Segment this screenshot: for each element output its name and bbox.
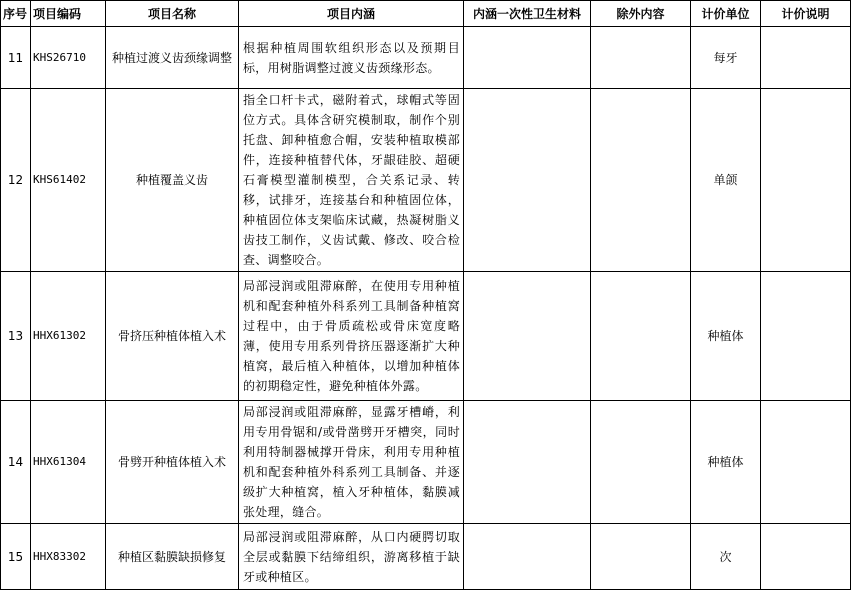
header-unit: 计价单位 bbox=[691, 1, 761, 27]
cell-material bbox=[464, 524, 591, 590]
cell-name: 骨劈开种植体植入术 bbox=[106, 401, 239, 524]
header-content: 项目内涵 bbox=[239, 1, 464, 27]
cell-unit: 每牙 bbox=[691, 27, 761, 89]
header-no: 序号 bbox=[1, 1, 31, 27]
cell-code: KHS61402 bbox=[31, 89, 106, 272]
cell-note bbox=[761, 401, 851, 524]
cell-no: 15 bbox=[1, 524, 31, 590]
cell-excluded bbox=[591, 27, 691, 89]
cell-name: 种植区黏膜缺损修复 bbox=[106, 524, 239, 590]
cell-name: 种植覆盖义齿 bbox=[106, 89, 239, 272]
cell-code: HHX61302 bbox=[31, 272, 106, 401]
cell-note bbox=[761, 89, 851, 272]
header-code: 项目编码 bbox=[31, 1, 106, 27]
cell-no: 11 bbox=[1, 27, 31, 89]
cell-content: 根据种植周围软组织形态以及预期目标，用树脂调整过渡义齿颈缘形态。 bbox=[239, 27, 464, 89]
cell-code: HHX61304 bbox=[31, 401, 106, 524]
cell-note bbox=[761, 272, 851, 401]
cell-excluded bbox=[591, 272, 691, 401]
cell-code: KHS26710 bbox=[31, 27, 106, 89]
cell-material bbox=[464, 89, 591, 272]
cell-name: 骨挤压种植体植入术 bbox=[106, 272, 239, 401]
cell-code: HHX83302 bbox=[31, 524, 106, 590]
cell-material bbox=[464, 27, 591, 89]
cell-unit: 种植体 bbox=[691, 401, 761, 524]
cell-content: 局部浸润或阻滞麻醉，显露牙槽嵴，利用专用骨锯和/或骨凿劈开牙槽突，同时利用特制器械撑开骨床，利用专用种植机和配套种植外科系列工具制备、并逐级扩大种植窝，植入牙种植体，黏膜减张处理，缝合。 bbox=[239, 401, 464, 524]
cell-excluded bbox=[591, 401, 691, 524]
cell-no: 14 bbox=[1, 401, 31, 524]
cell-unit: 单颌 bbox=[691, 89, 761, 272]
cell-name: 种植过渡义齿颈缘调整 bbox=[106, 27, 239, 89]
cell-unit: 种植体 bbox=[691, 272, 761, 401]
cell-note bbox=[761, 27, 851, 89]
cell-no: 12 bbox=[1, 89, 31, 272]
table-row bbox=[1, 401, 851, 524]
table-row bbox=[1, 89, 851, 272]
cell-material bbox=[464, 272, 591, 401]
cell-material bbox=[464, 401, 591, 524]
table-row bbox=[1, 272, 851, 401]
cell-no: 13 bbox=[1, 272, 31, 401]
header-name: 项目名称 bbox=[106, 1, 239, 27]
table-row bbox=[1, 27, 851, 89]
table-row bbox=[1, 524, 851, 590]
header-note: 计价说明 bbox=[761, 1, 851, 27]
header-material: 内涵一次性卫生材料 bbox=[464, 1, 591, 27]
cell-note bbox=[761, 524, 851, 590]
cell-excluded bbox=[591, 524, 691, 590]
table-header-row bbox=[1, 1, 851, 27]
cell-unit: 次 bbox=[691, 524, 761, 590]
header-excluded: 除外内容 bbox=[591, 1, 691, 27]
cell-content: 局部浸润或阻滞麻醉，从口内硬腭切取全层或黏膜下结缔组织，游离移植于缺牙或种植区。 bbox=[239, 524, 464, 590]
cell-content: 局部浸润或阻滞麻醉，在使用专用种植机和配套种植外科系列工具制备种植窝过程中，由于骨质疏松或骨床宽度略薄，使用专用系列骨挤压器逐渐扩大种植窝，最后植入种植体，以增加种植体的初期稳定性，避免种植体外露。 bbox=[239, 272, 464, 401]
cell-excluded bbox=[591, 89, 691, 272]
cell-content: 指全口杆卡式，磁附着式，球帽式等固位方式。具体含研究模制取，制作个别托盘、卸种植愈合帽，安装种植取模部件，连接种植替代体，牙龈硅胶、超硬石膏模型灌制模型，合关系记录、转移，试排牙，连接基台和种植固位体，种植固位体支架临床试藏，热凝树脂义齿技工制作，义齿试戴、修改、咬合检查、调整咬合。 bbox=[239, 89, 464, 272]
